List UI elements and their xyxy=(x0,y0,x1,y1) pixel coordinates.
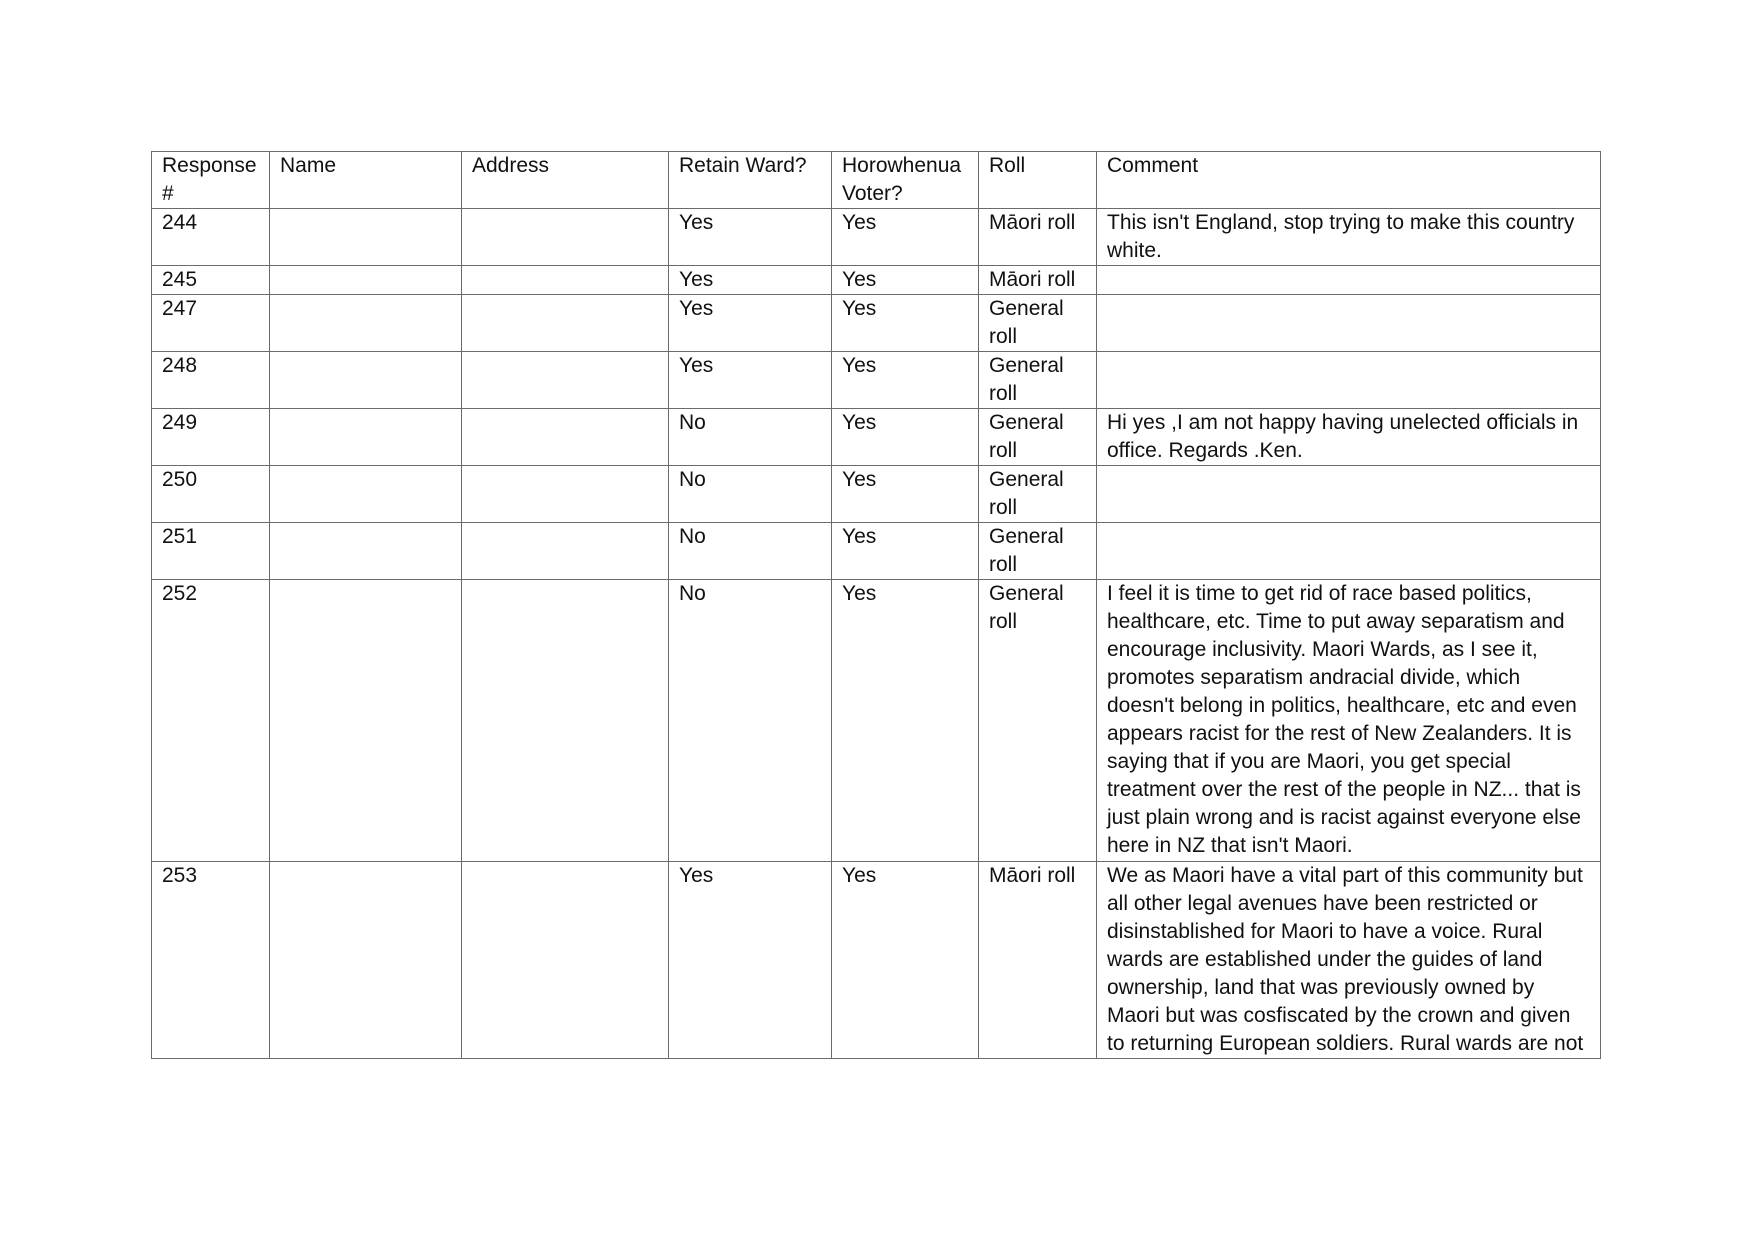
cell-voter: Yes xyxy=(832,466,979,523)
cell-voter: Yes xyxy=(832,409,979,466)
cell-retain-ward: No xyxy=(669,466,832,523)
cell-address xyxy=(462,466,669,523)
header-comment: Comment xyxy=(1097,152,1601,209)
cell-response: 252 xyxy=(152,580,270,862)
cell-retain-ward: No xyxy=(669,409,832,466)
table-row xyxy=(152,523,1601,580)
cell-voter: Yes xyxy=(832,580,979,862)
cell-name xyxy=(270,523,462,580)
cell-retain-ward: No xyxy=(669,580,832,862)
cell-retain-ward: Yes xyxy=(669,266,832,295)
cell-response: 249 xyxy=(152,409,270,466)
table-row xyxy=(152,466,1601,523)
table-row xyxy=(152,266,1601,295)
cell-comment xyxy=(1097,266,1601,295)
cell-voter: Yes xyxy=(832,209,979,266)
header-name: Name xyxy=(270,152,462,209)
cell-voter: Yes xyxy=(832,295,979,352)
cell-address xyxy=(462,523,669,580)
table-row xyxy=(152,209,1601,266)
cell-roll: Māori roll xyxy=(979,266,1097,295)
cell-roll: General roll xyxy=(979,580,1097,862)
cell-response: 244 xyxy=(152,209,270,266)
cell-response: 247 xyxy=(152,295,270,352)
cell-voter: Yes xyxy=(832,266,979,295)
cell-name xyxy=(270,580,462,862)
table-row xyxy=(152,409,1601,466)
cell-voter: Yes xyxy=(832,523,979,580)
cell-address xyxy=(462,352,669,409)
cell-roll: Māori roll xyxy=(979,862,1097,1059)
cell-name xyxy=(270,862,462,1059)
cell-name xyxy=(270,352,462,409)
cell-comment xyxy=(1097,523,1601,580)
table-row xyxy=(152,295,1601,352)
cell-name xyxy=(270,295,462,352)
table-row xyxy=(152,352,1601,409)
cell-voter: Yes xyxy=(832,352,979,409)
cell-roll: General roll xyxy=(979,409,1097,466)
cell-roll: General roll xyxy=(979,466,1097,523)
cell-address xyxy=(462,862,669,1059)
cell-retain-ward: Yes xyxy=(669,862,832,1059)
cell-name xyxy=(270,209,462,266)
cell-retain-ward: Yes xyxy=(669,352,832,409)
header-response: Response # xyxy=(152,152,270,209)
cell-response: 250 xyxy=(152,466,270,523)
cell-response: 245 xyxy=(152,266,270,295)
cell-comment xyxy=(1097,466,1601,523)
table-row xyxy=(152,580,1601,862)
cell-response: 248 xyxy=(152,352,270,409)
cell-retain-ward: No xyxy=(669,523,832,580)
cell-address xyxy=(462,580,669,862)
header-retain-ward: Retain Ward? xyxy=(669,152,832,209)
cell-comment xyxy=(1097,352,1601,409)
cell-comment: Hi yes ,I am not happy having unelected officials in office. Regards .Ken. xyxy=(1097,409,1601,466)
header-address: Address xyxy=(462,152,669,209)
cell-voter: Yes xyxy=(832,862,979,1059)
cell-address xyxy=(462,409,669,466)
cell-comment xyxy=(1097,295,1601,352)
cell-retain-ward: Yes xyxy=(669,209,832,266)
submissions-table xyxy=(151,151,1601,1059)
header-row xyxy=(152,152,1601,209)
cell-name xyxy=(270,409,462,466)
cell-name xyxy=(270,266,462,295)
table-row xyxy=(152,862,1601,1059)
cell-retain-ward: Yes xyxy=(669,295,832,352)
cell-roll: Māori roll xyxy=(979,209,1097,266)
cell-address xyxy=(462,209,669,266)
header-voter: Horowhenua Voter? xyxy=(832,152,979,209)
cell-roll: General roll xyxy=(979,523,1097,580)
cell-response: 253 xyxy=(152,862,270,1059)
header-roll: Roll xyxy=(979,152,1097,209)
cell-comment: I feel it is time to get rid of race based politics, healthcare, etc. Time to put away separatism and encourage inclusivity. Maori Wards, as I see it, promotes separatism andracial divide, which doesn't belong in politics, healthcare, etc and even appears racist for the rest of New Zealanders. It is saying that if you are Maori, you get special treatment over the rest of the people in NZ... that is just plain wrong and is racist against everyone else here in NZ that isn't Maori. xyxy=(1097,580,1601,862)
cell-comment: This isn't England, stop trying to make this country white. xyxy=(1097,209,1601,266)
cell-response: 251 xyxy=(152,523,270,580)
cell-comment: We as Maori have a vital part of this community but all other legal avenues have been restricted or disinstablished for Maori to have a voice. Rural wards are established under the guides of land ownership, land that was previously owned by Maori but was cosfiscated by the crown and given to returning European soldiers. Rural wards are not xyxy=(1097,862,1601,1059)
cell-roll: General roll xyxy=(979,295,1097,352)
cell-address xyxy=(462,266,669,295)
cell-name xyxy=(270,466,462,523)
cell-roll: General roll xyxy=(979,352,1097,409)
cell-address xyxy=(462,295,669,352)
